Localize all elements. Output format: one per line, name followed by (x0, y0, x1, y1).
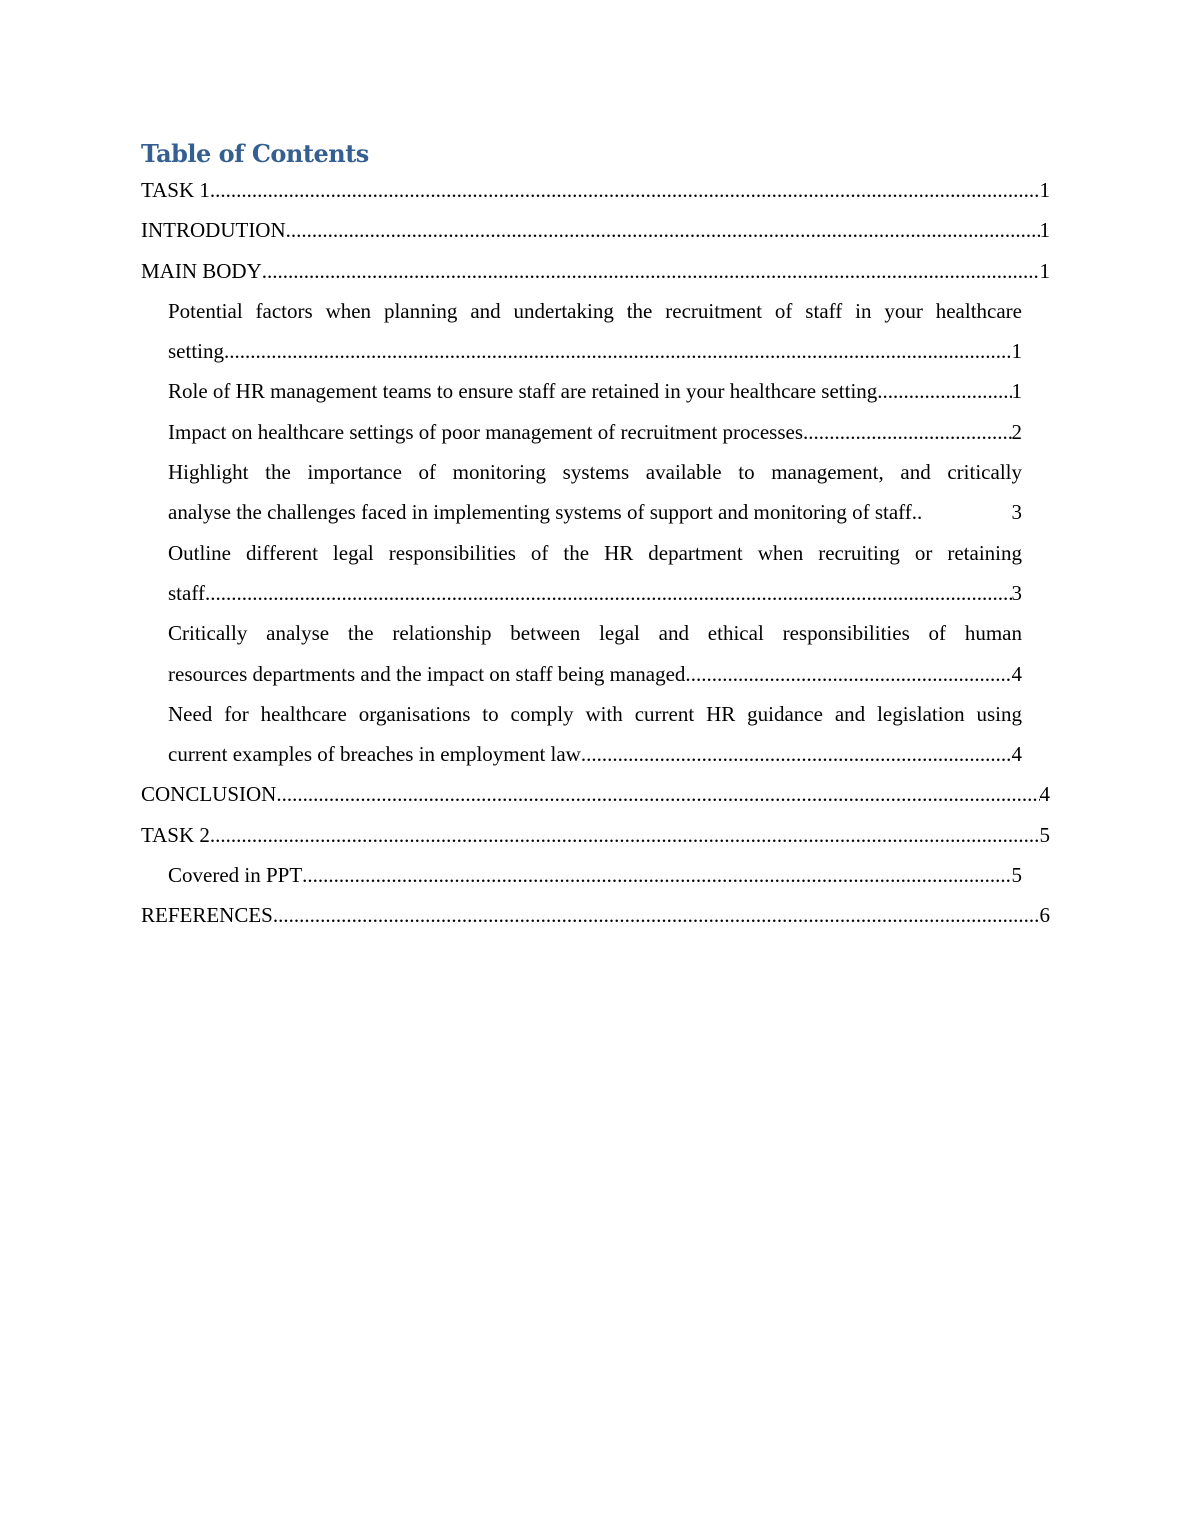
toc-entry-comply-hr-guidance[interactable] (168, 694, 1022, 775)
dot-leader (286, 210, 1040, 250)
dot-leader (877, 371, 1011, 411)
toc-entry-text: TASK 1 (141, 178, 210, 202)
toc-entry-text: Impact on healthcare settings of poor management of recruitment processes (168, 419, 804, 444)
dot-leader (262, 251, 1040, 291)
dot-leader (302, 855, 1011, 895)
toc-entry-text: Role of HR management teams to ensure staff are retained in your healthcare setting (168, 379, 878, 404)
toc-entry-task-2[interactable] (141, 815, 1050, 855)
toc-entry-legal-responsibilities[interactable] (168, 533, 1022, 614)
dot-leader (691, 654, 1012, 694)
dot-leader (224, 331, 1012, 371)
toc-entry-conclusion[interactable] (141, 774, 1050, 814)
toc-page-number: 3 (1011, 580, 1022, 605)
toc-entry-legal-ethical[interactable] (168, 613, 1022, 694)
toc-entry-text-line-1: Critically analyse the relationship between legal and ethical responsibilities of human (168, 621, 1022, 646)
toc-page-number: 4 (1011, 661, 1022, 686)
dot-leader (210, 815, 1040, 855)
toc-page-number: 4 (1039, 782, 1050, 807)
toc-page-number: 1 (1011, 379, 1022, 404)
toc-entry-text: MAIN BODY (141, 258, 262, 283)
toc-entry-text-line-2: analyse the challenges faced in implementing systems of support and monitoring of staff.. (168, 500, 923, 525)
toc-entry-text: TASK 2 (141, 822, 210, 847)
dot-leader (273, 895, 1040, 935)
toc-entry-text: CONCLUSION (141, 782, 277, 807)
toc-title: Table of Contents (141, 139, 369, 168)
toc-entry-text: INTRODUTION (141, 218, 286, 243)
toc-page-number: 1 (1039, 218, 1050, 243)
toc-list (141, 170, 1050, 936)
toc-page-number: 5 (1011, 863, 1022, 888)
dot-leader (276, 774, 1039, 814)
toc-page-number: 1 (1039, 258, 1050, 283)
dot-leader (581, 734, 1012, 774)
toc-page-number: 1 (1039, 178, 1050, 202)
toc-entry-covered-in-ppt[interactable] (168, 855, 1022, 895)
dot-leader (205, 573, 1012, 613)
toc-page-number: 4 (1011, 742, 1022, 767)
toc-entry-text-line-2: resources departments and the impact on staff being managed. (168, 661, 691, 686)
toc-page-number: 1 (1011, 339, 1022, 364)
toc-page-number: 6 (1039, 903, 1050, 928)
dot-leader (803, 412, 1011, 452)
toc-page-number: 3 (1011, 500, 1022, 525)
toc-entry-references[interactable] (141, 895, 1050, 935)
toc-entry-text-line-1: Potential factors when planning and undertaking the recruitment of staff in your healthcare (168, 298, 1022, 323)
toc-entry-monitoring-systems[interactable] (168, 452, 1022, 533)
toc-page-number: 5 (1039, 822, 1050, 847)
toc-entry-task-1[interactable] (141, 170, 1050, 210)
dot-leader (210, 170, 1040, 210)
toc-entry-text-line-2: current examples of breaches in employment law (168, 742, 581, 767)
toc-entry-text-line-2: setting (168, 339, 224, 364)
toc-entry-text-line-1: Need for healthcare organisations to comply with current HR guidance and legislation using (168, 701, 1022, 726)
toc-page-number: 2 (1011, 419, 1022, 444)
toc-entry-text-line-2: staff (168, 580, 205, 605)
toc-entry-text-line-1: Highlight the importance of monitoring systems available to management, and critically (168, 460, 1022, 485)
toc-entry-potential-factors[interactable] (168, 291, 1022, 372)
toc-entry-introduction[interactable] (141, 210, 1050, 250)
toc-entry-text: Covered in PPT (168, 863, 303, 888)
toc-entry-impact-poor-management[interactable] (168, 412, 1022, 452)
toc-entry-role-of-hr[interactable] (168, 371, 1022, 411)
toc-entry-text-line-1: Outline different legal responsibilities of the HR department when recruiting or retaining (168, 540, 1022, 565)
toc-entry-main-body[interactable] (141, 251, 1050, 291)
toc-entry-text: REFERENCES (141, 903, 273, 928)
